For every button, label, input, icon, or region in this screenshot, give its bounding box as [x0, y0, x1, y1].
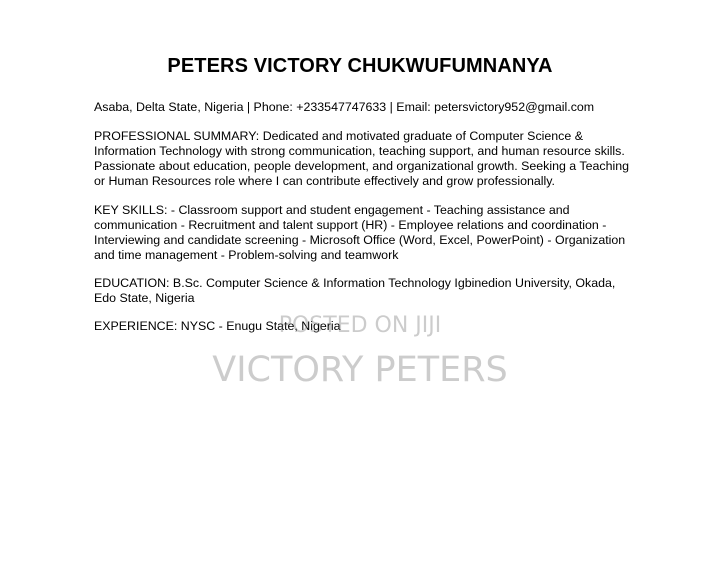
- resume-name-heading: PETERS VICTORY CHUKWUFUMNANYA: [167, 55, 553, 77]
- education-section: EDUCATION: B.Sc. Computer Science & Information Technology Igbinedion University, Okada, Edo State, Nigeria: [94, 276, 616, 305]
- key-skills: KEY SKILLS: - Classroom support and student engagement - Teaching assistance and communication - Recruitment and talent support (HR) - Employee relations and coordination - Interviewing and candidate screening - Microsoft Office (Word, Excel, PowerPoint) - Organization and time management - Problem-solving and teamwork: [94, 203, 626, 262]
- professional-summary: PROFESSIONAL SUMMARY: Dedicated and motivated graduate of Computer Science & Information Technology with strong communication, teaching support, and human resource skills. Passionate about education, people development, and organizational growth. Seeking a Teaching or Human Resources role where I can contribute effectively and grow professionally.: [94, 129, 630, 188]
- experience-section: EXPERIENCE: NYSC - Enugu State, Nigeria: [94, 319, 341, 333]
- contact-line: Asaba, Delta State, Nigeria | Phone: +233547747633 | Email: petersvictory952@gmail.com: [94, 100, 595, 114]
- watermark-owner-name: VICTORY PETERS: [212, 350, 508, 390]
- watermark-posted-on: POSTED ON JIJI: [278, 313, 442, 338]
